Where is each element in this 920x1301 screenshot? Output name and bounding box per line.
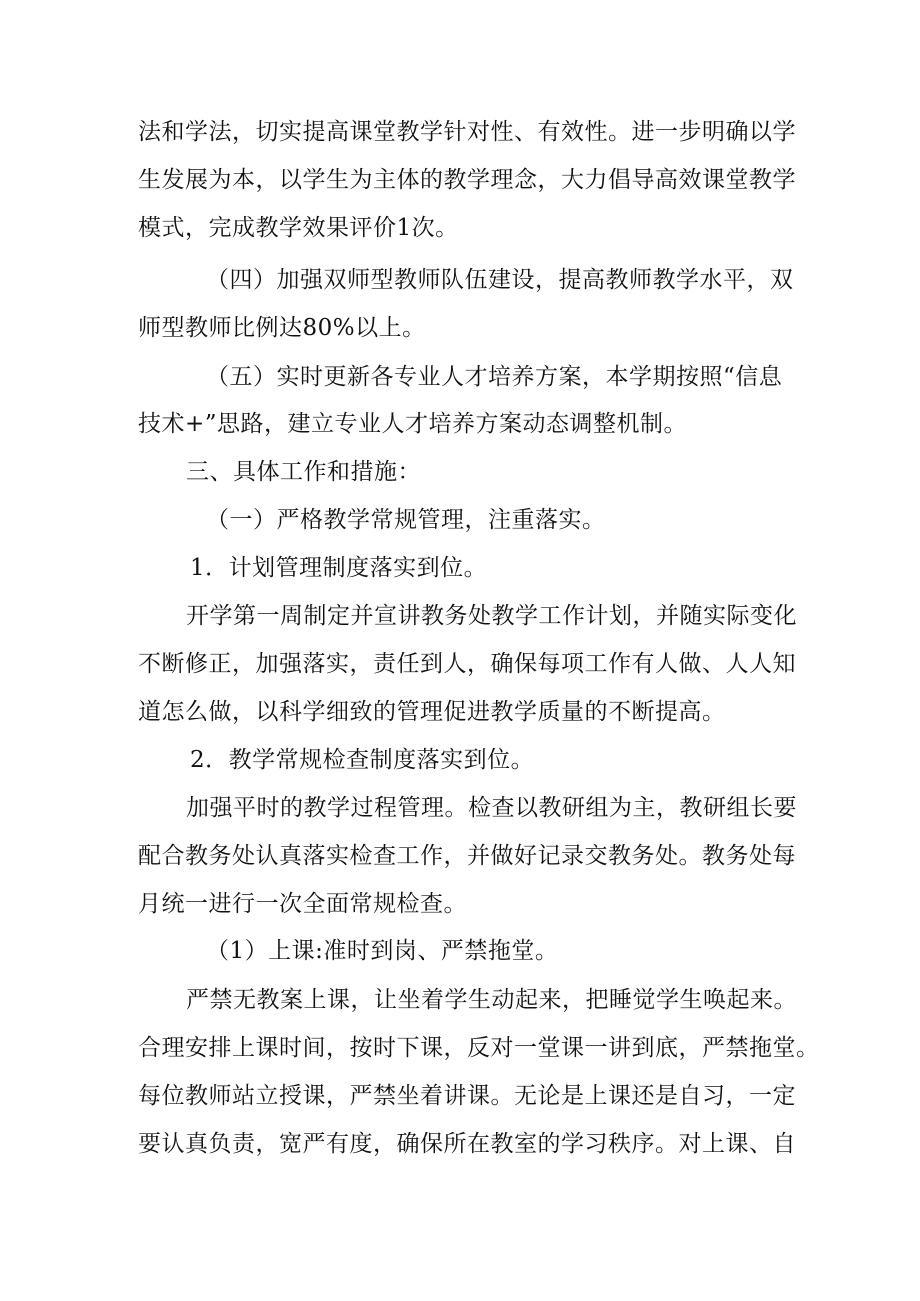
text-line: 师型教师比例达80%以上。 — [138, 315, 426, 341]
text-line: 要认真负责，宽严有度，确保所在教室的学习秩序。对上课、自 — [138, 1131, 796, 1157]
text-line: 模式，完成教学效果评价1次。 — [138, 215, 459, 241]
text-line: 合理安排上课时间，按时下课，反对一堂课一讲到底，严禁拖堂。 — [138, 1035, 820, 1061]
section-heading: 三、具体工作和措施： — [186, 459, 421, 485]
text-line: 法和学法，切实提高课堂教学针对性、有效性。进一步明确以学 — [138, 119, 796, 145]
item-heading: （1）上课:准时到岗、严禁拖堂。 — [206, 938, 559, 964]
text-line: 生发展为本，以学生为主体的教学理念，大力倡导高效课堂教学 — [138, 167, 796, 193]
text-line: （五）实时更新各专业人才培养方案，本学期按照“信息 — [206, 364, 783, 390]
text-line: 配合教务处认真落实检查工作，并做好记录交教务处。教务处每 — [138, 843, 796, 869]
text-line: 不断修正，加强落实，责任到人，确保每项工作有人做、人人知 — [138, 651, 796, 677]
text-line: 道怎么做，以科学细致的管理促进教学质量的不断提高。 — [138, 699, 726, 725]
numbered-heading: 1．计划管理制度落实到位。 — [190, 555, 488, 581]
subsection-heading: （一）严格教学常规管理，注重落实。 — [206, 507, 606, 533]
text-line: 加强平时的教学过程管理。检查以教研组为主，教研组长要 — [186, 795, 797, 821]
text-line: 开学第一周制定并宣讲教务处教学工作计划，并随实际变化 — [186, 603, 797, 629]
text-line: 每位教师站立授课，严禁坐着讲课。无论是上课还是自习，一定 — [138, 1083, 796, 1109]
text-line: 月统一进行一次全面常规检查。 — [138, 891, 467, 917]
text-line: （四）加强双师型教师队伍建设，提高教师教学水平，双 — [206, 267, 794, 293]
numbered-heading: 2．教学常规检查制度落实到位。 — [190, 747, 535, 773]
text-line: 技术+”思路，建立专业人才培养方案动态调整机制。 — [138, 411, 688, 437]
text-line: 严禁无教案上课，让坐着学生动起来，把睡觉学生唤起来。 — [186, 987, 797, 1013]
